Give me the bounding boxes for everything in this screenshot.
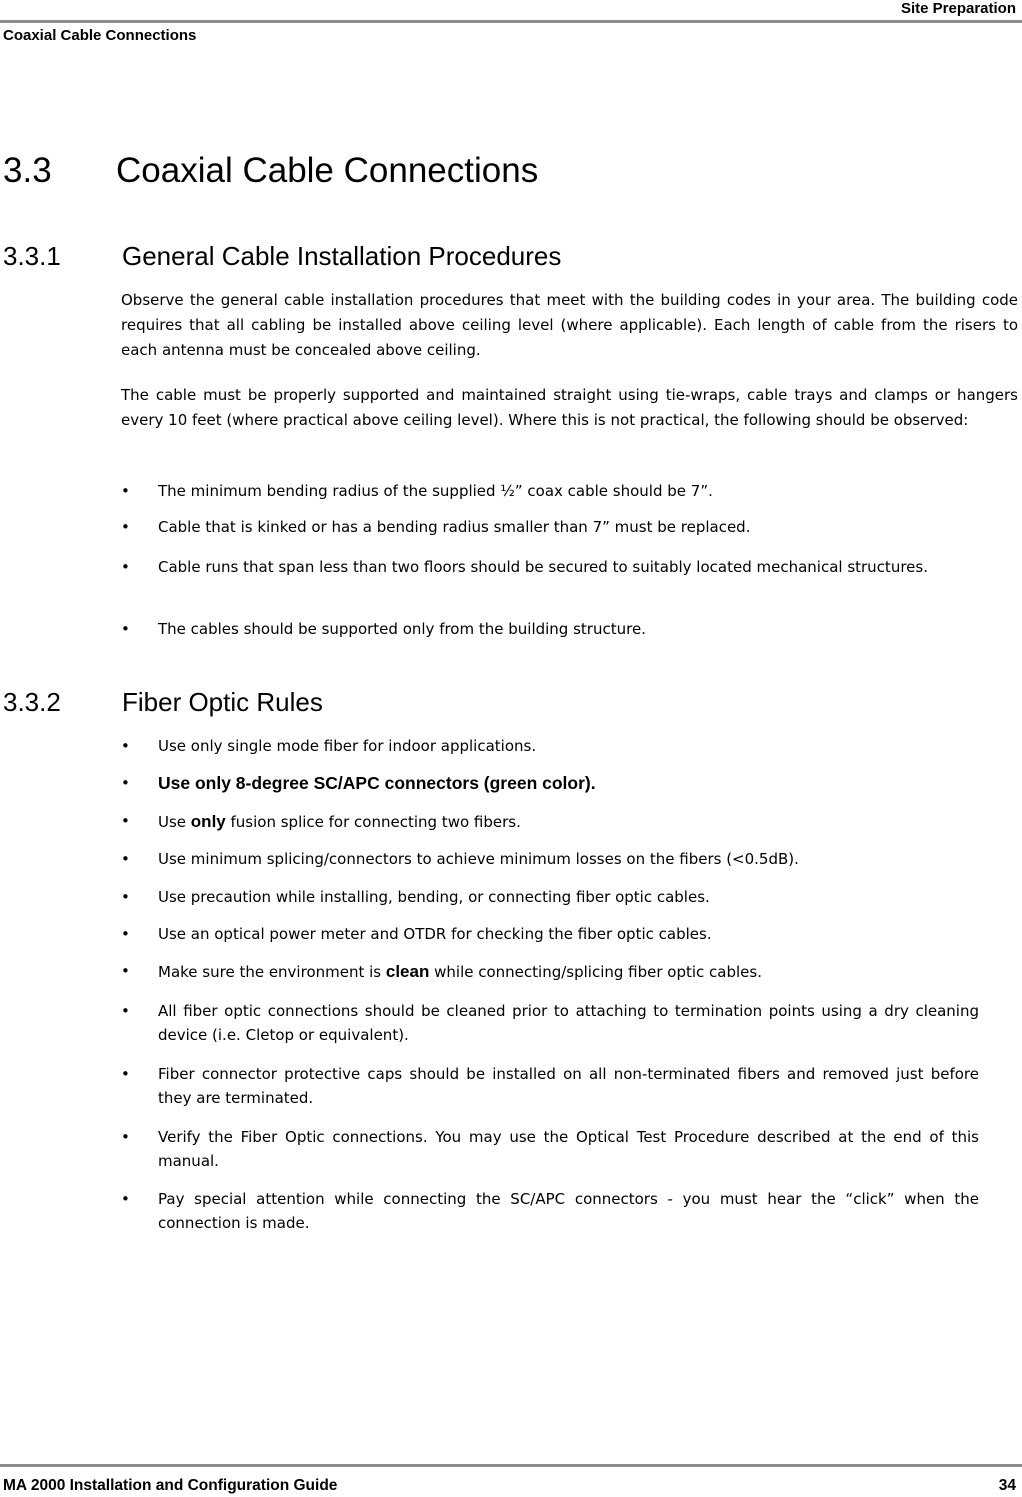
list-item <box>121 999 979 1047</box>
bullet-icon: • <box>121 518 130 536</box>
subsection-1-title: General Cable Installation Procedures <box>122 241 562 271</box>
subsection-1-paragraph-2: The cable must be properly supported and maintained straight using tie-wraps, cable trays and clamps or hangers every 10 feet (where practical above ceiling level). Where this is not practical, the following should be observed: <box>121 386 1018 429</box>
list-item <box>121 809 979 835</box>
header-section-title: Coaxial Cable Connections <box>3 27 197 44</box>
emphasis-only: only <box>190 812 226 831</box>
section-title: Coaxial Cable Connections <box>116 151 539 190</box>
list-item <box>121 885 979 910</box>
header-chapter-title: Site Preparation <box>900 0 1016 17</box>
bullet-icon: • <box>121 962 130 980</box>
bullet-icon: • <box>121 1190 130 1208</box>
subsection-2-number: 3.3.2 <box>3 687 61 717</box>
subsection-1-paragraph-1: Observe the general cable installation procedures that meet with the building codes in your area. The building code requires that all cabling be installed above ceiling level (where applicable). Each length of cable from the risers to each antenna must be concealed above ceiling. <box>121 291 1018 359</box>
emphasis-clean: clean <box>385 962 430 981</box>
bullet-icon: • <box>121 482 130 500</box>
bullet-icon: • <box>121 558 130 576</box>
list-item-text <box>158 809 979 835</box>
list-item-text-start: Use <box>158 813 191 831</box>
list-item-text: Fiber connector protective caps should be installed on all non-terminated fibers and removed just before they are terminated. <box>158 1065 979 1107</box>
list-item <box>121 515 979 540</box>
list-item-text-end: fusion splice for connecting two fibers. <box>225 813 521 831</box>
subsection-1-number: 3.3.1 <box>3 241 61 271</box>
list-item <box>121 771 979 796</box>
section-heading <box>3 150 538 192</box>
list-item-text: Use minimum splicing/connectors to achieve minimum losses on the fibers (<0.5dB). <box>158 850 799 868</box>
list-item-text: Cable that is kinked or has a bending radius smaller than 7” must be replaced. <box>158 518 751 536</box>
list-item-text: Use precaution while installing, bending, or connecting fiber optic cables. <box>158 888 710 906</box>
list-item-text-start: Make sure the environment is <box>158 963 386 981</box>
list-item <box>121 847 979 872</box>
subsection-2-heading <box>3 686 323 718</box>
list-item <box>121 555 979 579</box>
bullet-icon: • <box>121 1128 130 1146</box>
footer-rule <box>0 1464 1022 1467</box>
bullet-icon: • <box>121 1065 130 1083</box>
list-item-text: Verify the Fiber Optic connections. You may use the Optical Test Procedure described at the end of this manual. <box>158 1128 979 1170</box>
list-item-text: Use only 8-degree SC/APC connectors (green color). <box>158 773 596 793</box>
list-item-text: Cable runs that span less than two floors should be secured to suitably located mechanical structures. <box>158 558 928 576</box>
bullet-icon: • <box>121 620 130 638</box>
subsection-2-title: Fiber Optic Rules <box>122 687 323 717</box>
list-item-text: Use an optical power meter and OTDR for checking the fiber optic cables. <box>158 925 712 943</box>
list-item <box>121 1187 979 1235</box>
bullet-icon: • <box>121 812 130 830</box>
footer-page-number: 34 <box>998 1477 1016 1494</box>
bullet-icon: • <box>121 925 130 943</box>
list-item <box>121 1125 979 1173</box>
list-item <box>121 617 979 642</box>
list-item <box>121 959 979 985</box>
list-item-text-end: while connecting/splicing fiber optic cables. <box>429 963 762 981</box>
list-item <box>121 922 979 947</box>
bullet-icon: • <box>121 774 130 792</box>
bullet-icon: • <box>121 737 130 755</box>
list-item-text: Pay special attention while connecting the SC/APC connectors - you must hear the “click” when the connection is made. <box>158 1190 979 1232</box>
list-item-text: The minimum bending radius of the supplied ½” coax cable should be 7”. <box>158 482 713 500</box>
bullet-icon: • <box>121 850 130 868</box>
header-rule <box>0 20 1022 23</box>
list-item <box>121 1062 979 1110</box>
bullet-icon: • <box>121 1002 130 1020</box>
list-item-text: Use only single mode fiber for indoor applications. <box>158 737 537 755</box>
list-item <box>121 479 979 504</box>
list-item-text <box>158 959 979 985</box>
list-item-text: All fiber optic connections should be cleaned prior to attaching to termination points using a dry cleaning device (i.e. Cletop or equivalent). <box>158 1002 979 1044</box>
subsection-1-heading <box>3 240 561 272</box>
list-item-text: The cables should be supported only from the building structure. <box>158 620 646 638</box>
section-number: 3.3 <box>3 151 52 190</box>
list-item <box>121 734 979 759</box>
footer-guide-title: MA 2000 Installation and Configuration Guide <box>3 1477 338 1494</box>
bullet-icon: • <box>121 888 130 906</box>
